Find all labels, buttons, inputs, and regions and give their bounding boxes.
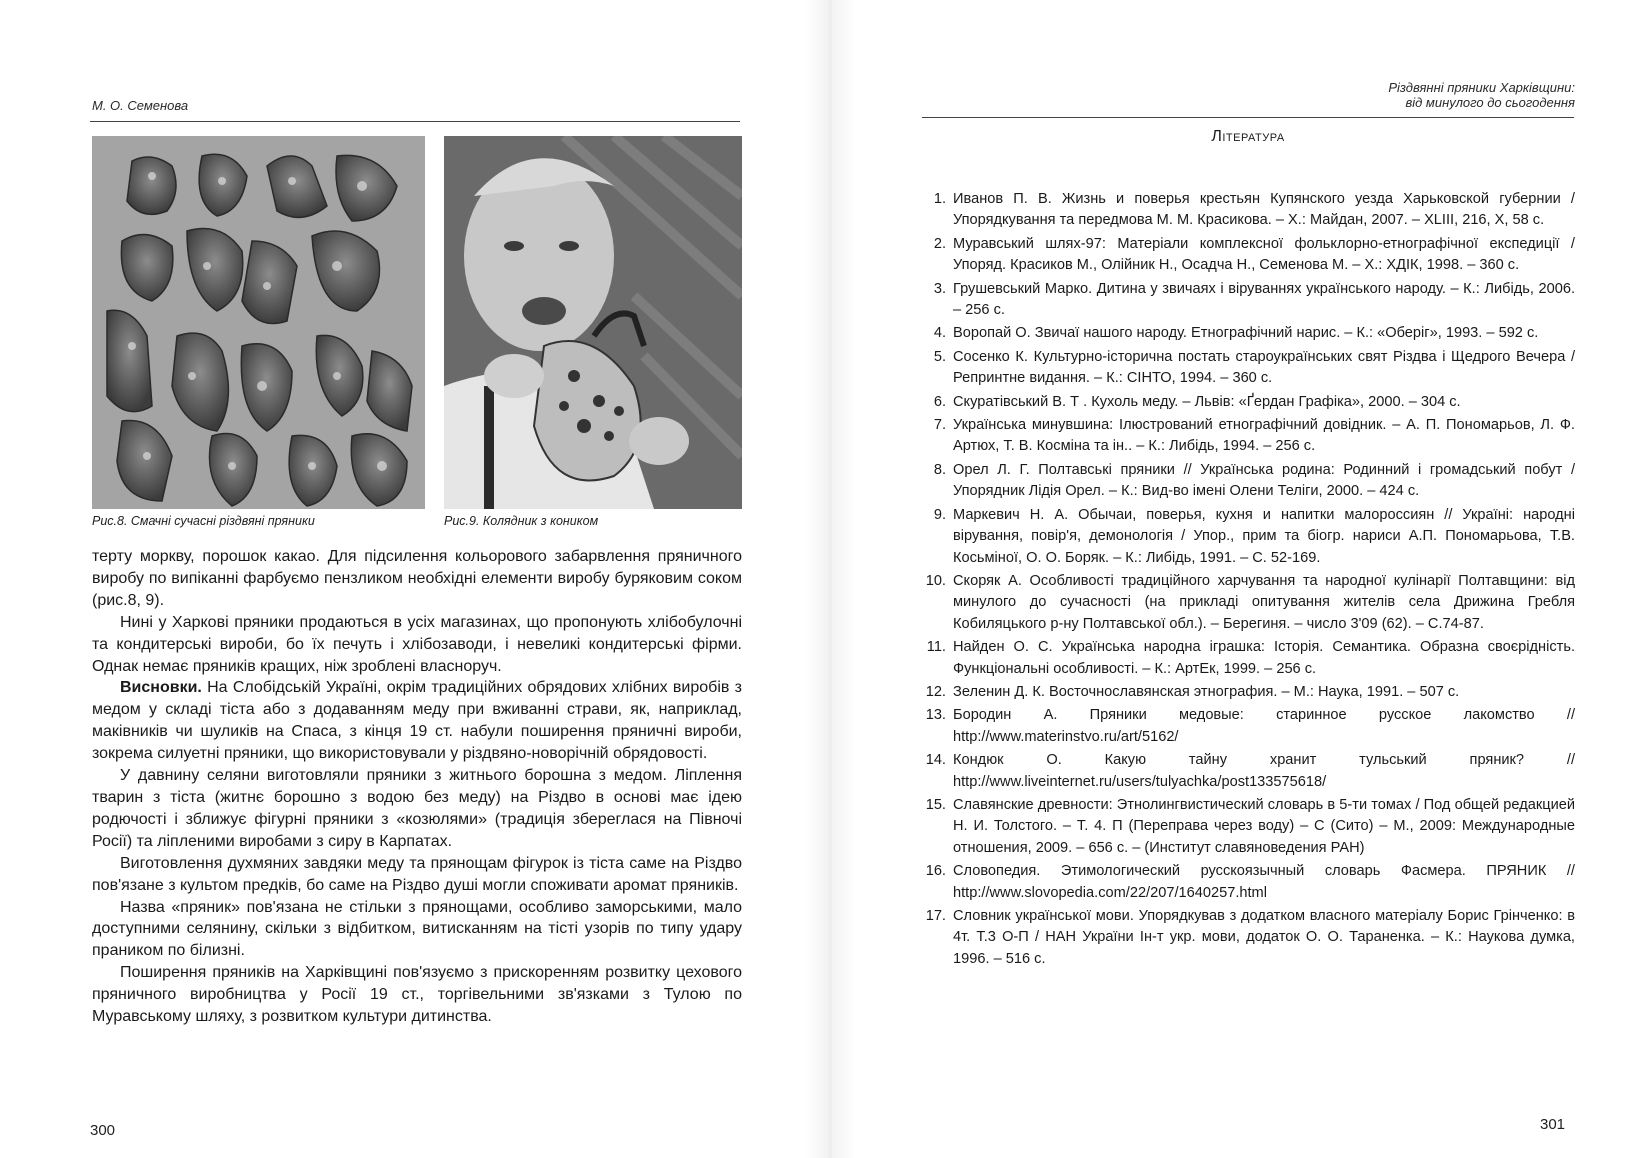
running-head-title <box>1388 80 1575 110</box>
reference-item <box>920 347 1575 390</box>
reference-number: 15. <box>925 796 946 813</box>
paragraph: У давнину селяни виготовляли пряники з житнього борошна з медом. Ліплення тварин з тіста (житнє борошно з водою без меду) на Різдво в основі має ідею родючості і зближує фігурні пряники з «козюлями» (традиція збереглася на Півночі Росії) та ліпленими виробами з сиру в Карпатах. <box>92 767 742 850</box>
reference-number: 16. <box>925 863 946 880</box>
reference-number: 8. <box>933 461 946 478</box>
reference-item <box>920 505 1575 569</box>
paragraph: Поширення пряників на Харківщині пов'язуємо з прискоренням розвитку цехового пряничного виробництва у Росії 19 ст., торгівельними зв'язками з Тулою по Муравському шляху, з розвитком культури дитинства. <box>92 964 742 1026</box>
reference-number: 7. <box>933 417 946 434</box>
figure-8-caption: Рис.8. Смачні сучасні різдвяні пряники <box>92 514 315 528</box>
reference-item <box>920 795 1575 859</box>
reference-text: Кондюк О. Какую тайну хранит тульський пряник? // http://www.liveinternet.ru/users/tulyachka/post133575618/ <box>953 752 1575 790</box>
header-rule <box>90 121 740 122</box>
reference-item <box>920 682 1575 703</box>
reference-text: Словопедия. Этимологический русскоязычный словарь Фасмера. ПРЯНИК // http://www.slovopedia.com/22/207/1640257.html <box>953 863 1575 901</box>
reference-text: Скуратівський В. Т . Кухоль меду. – Львів: «Ґердан Графіка», 2000. – 304 с. <box>953 393 1461 410</box>
paragraph: Назва «пряник» пов'язана не стільки з прянощами, особливо заморськими, мало доступними селянину, скільки з відбитком, витисканням на тісті узорів по типу удару праником по білизні. <box>92 898 742 960</box>
reference-text: Грушевський Марко. Дитина у звичаях і віруваннях українського народу. – К.: Либідь, 2006. – 256 с. <box>953 280 1575 319</box>
reference-number: 14. <box>925 752 946 769</box>
reference-item <box>920 460 1575 503</box>
reference-text: Бородин А. Пряники медовые: старинное русское лакомство // http://www.materinstvo.ru/art/5162/ <box>953 707 1575 745</box>
header-rule <box>922 117 1574 118</box>
page-number-right: 301 <box>1540 1116 1566 1133</box>
reference-number: 4. <box>933 325 946 342</box>
paragraph: Нині у Харкові пряники продаються в усіх магазинах, що пропонують хлібобулочні та кондитерські вироби, бо їх печуть і хлібозаводи, і невеликі кондитерські фірми. Однак немає пряників кращих, ніж зроблені власноруч. <box>92 613 742 675</box>
reference-number: 9. <box>933 506 946 523</box>
body-text <box>92 546 742 1028</box>
reference-item <box>920 906 1575 970</box>
figure-9-caption: Рис.9. Колядник з коником <box>444 514 599 528</box>
reference-text: Славянские древности: Этнолингвистический словарь в 5-ти томах / Под общей редакцией Н. И. Толстого. – Т. 4. П (Переправа через воду) – С (Сито) – М., 2009: Международные отношения, 2009. – 656 с. – (Институт славяноведения РАН) <box>953 796 1575 856</box>
reference-number: 6. <box>933 393 946 410</box>
reference-item <box>920 415 1575 458</box>
reference-text: Зеленин Д. К. Восточнославянская этнография. – М.: Наука, 1991. – 507 с. <box>953 683 1460 700</box>
reference-number: 13. <box>925 707 946 724</box>
reference-number: 5. <box>933 348 946 365</box>
reference-number: 12. <box>925 683 946 700</box>
running-head-author: М. О. Семенова <box>92 98 189 113</box>
reference-item <box>920 234 1575 277</box>
reference-item <box>920 323 1575 344</box>
reference-text: Муравський шлях-97: Матеріали комплексної фольклорно-етнографічної експедиції / Упоряд. Красиков М., Олійник Н., Осадча Н., Семенова М. – Х.: ХДІК, 1998. – 360 с. <box>953 235 1575 274</box>
paragraph-text: На Слобідській Україні, окрім традиційних обрядових хлібних виробів з медом у складі тіста або з додаванням меду при вживанні страви, як, наприклад, маківників чи шуликів на Спаса, з кінця 19 ст. набули поширення пряничні вироби, зокрема силуетні пряники, що використовували у різдвяно-новорічній обрядовості. <box>92 679 742 763</box>
reference-item <box>920 279 1575 322</box>
reference-text: Українська минувшина: Ілюстрований етнографічний довідник. – А. П. Пономарьов, Л. Ф. Артюх, Т. В. Косміна та ін.. – К.: Либідь, 1994. – 256 с. <box>953 417 1575 455</box>
reference-item <box>920 392 1575 413</box>
figure-9-child-photo <box>444 136 742 509</box>
paragraph: Виготовлення духмяних завдяки меду та прянощам фігурок із тіста саме на Різдво пов'язане з культом предків, бо саме на Різдво душі могли споживати аромат пряників. <box>92 854 742 894</box>
reference-text: Словник української мови. Упорядкував з додатком власного матеріалу Борис Грінченко: в 4т. Т.3 О-П / НАН України Ін-т укр. мови, додаток О. О. Тараненка. – К.: Наукова думка, 1996. – 516 с. <box>953 908 1575 967</box>
reference-item <box>920 637 1575 680</box>
reference-item <box>920 750 1575 793</box>
reference-list <box>920 189 1575 972</box>
section-title-literature: Література <box>1211 128 1285 145</box>
book-gutter <box>805 0 855 1158</box>
reference-item <box>920 571 1575 635</box>
page-number-left: 300 <box>90 1122 116 1139</box>
reference-item <box>920 861 1575 904</box>
reference-number: 3. <box>933 280 946 297</box>
running-head-line: Різдвянні пряники Харківщини: <box>1388 80 1575 95</box>
reference-text: Скоряк А. Особливості традиційного харчування та народної кулінарії Полтавщини: від минулого до сучасності (на прикладі опитування жителів села Дрижина Гребля Кобиляцького р-ну Полтавської обл.). – Берегиня. – число 3'09 (62). – С.74-87. <box>953 572 1575 632</box>
paragraph-conclusions <box>92 677 742 765</box>
reference-text: Сосенко К. Культурно-історична постать староукраїнських свят Різдва і Щедрого Вечера / Репринтне видання. – К.: СІНТО, 1994. – 360 с. <box>953 348 1575 387</box>
figure-8-gingerbread-photo <box>92 136 425 509</box>
reference-text: Найден О. С. Українська народна іграшка: Історія. Семантика. Образна своєрідність. Функціональні особливості. – К.: АртЕк, 1999. – 256 с. <box>953 639 1575 677</box>
reference-number: 17. <box>925 908 946 924</box>
reference-number: 11. <box>926 639 946 656</box>
running-head-line: від минулого до сьогодення <box>1405 95 1575 110</box>
reference-text: Орел Л. Г. Полтавські пряники // Українська родина: Родинний і громадський побут / Упорядник Лідія Орел. – К.: Вид-во імені Олени Теліги, 2000. – 424 с. <box>953 461 1575 500</box>
reference-item <box>920 705 1575 748</box>
reference-text: Воропай О. Звичаї нашого народу. Етнографічний нарис. – К.: «Оберіг», 1993. – 592 с. <box>953 325 1539 342</box>
paragraph: терту моркву, порошок какао. Для підсилення кольорового забарвлення пряничного виробу по випіканні фарбуємо пензликом необхідні елементи виробу буряковим соком (рис.8, 9). <box>92 548 742 609</box>
reference-item <box>920 189 1575 232</box>
reference-text: Иванов П. В. Жизнь и поверья крестьян Купянского уезда Харьковской губернии / Упорядкування та передмова М. М. Красикова. – Х.: Майдан, 2007. – XLIII, 216, X, 58 с. <box>953 191 1575 229</box>
reference-number: 2. <box>933 235 946 252</box>
reference-number: 10. <box>925 572 946 589</box>
reference-text: Маркевич Н. А. Обычаи, поверья, кухня и напитки малороссиян // Україні: народні вірування, повір'я, демонологія / Упор., прим та біогр. нариси А.П. Пономарьова, Т.В. Косьміної, О. О. Боряк. – К.: Либідь, 1991. – С. 52-169. <box>953 506 1575 566</box>
conclusions-label: Висновки. <box>120 679 202 697</box>
reference-number: 1. <box>933 191 946 207</box>
